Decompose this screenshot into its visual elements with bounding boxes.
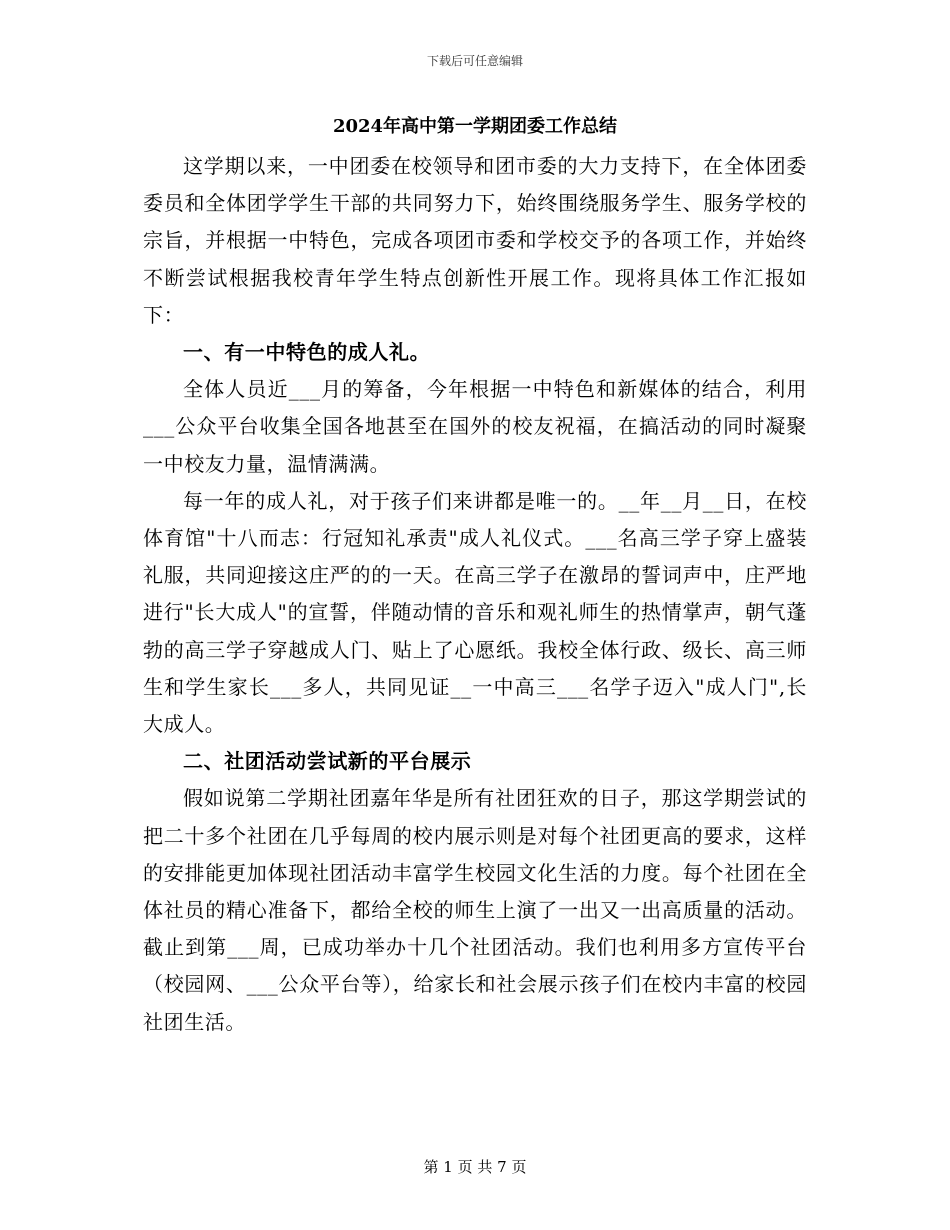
section-2-paragraph-1: 假如说第二学期社团嘉年华是所有社团狂欢的日子，那这学期尝试的把二十多个社团在几乎每周的校内展示则是对每个社团更高的要求，这样的安排能更加体现社团活动丰富学生校园文化生活的力度。每个社团在全体社员的精心准备下，都给全校的师生上演了一出又一出高质量的活动。截止到第___周，已成功举办十几个社团活动。我们也利用多方宣传平台（校园网、___公众平台等），给家长和社会展示孩子们在校内丰富的校园社团生活。 [143,786,807,1034]
intro-paragraph: 这学期以来，一中团委在校领导和团市委的大力支持下，在全体团委委员和全体团学学生干部的共同努力下，始终围绕服务学生、服务学校的宗旨，并根据一中特色，完成各项团市委和学校交予的各项工作，并始终不断尝试根据我校青年学生特点创新性开展工作。现将具体工作汇报如下： [143,154,807,327]
document-title: 2024年高中第一学期团委工作总结 [332,116,618,137]
page-number: 第 1 页 共 7 页 [423,1158,527,1176]
document-body [143,148,807,1041]
section-1-paragraph-1: 全体人员近___月的筹备，今年根据一中特色和新媒体的结合，利用___公众平台收集全国各地甚至在国外的校友祝福，在搞活动的同时凝聚一中校友力量，温情满满。 [143,377,807,476]
section-1-paragraph-2: 每一年的成人礼，对于孩子们来讲都是唯一的。__年__月__日，在校体育馆"十八而志：行冠知礼承责"成人礼仪式。___名高三学子穿上盛装礼服，共同迎接这庄严的的一天。在高三学子在激昂的誓词声中，庄严地进行"长大成人"的宣誓，伴随动情的音乐和观礼师生的热情掌声，朝气蓬勃的高三学子穿越成人门、贴上了心愿纸。我校全体行政、级长、高三师生和学生家长___多人，共同见证__一中高三___名学子迈入"成人门",长大成人。 [143,488,807,737]
section-1-heading: 一、有一中特色的成人礼。 [183,340,431,365]
header-note: 下载后可任意编辑 [426,54,523,68]
section-2-heading: 二、社团活动尝试新的平台展示 [183,749,472,774]
